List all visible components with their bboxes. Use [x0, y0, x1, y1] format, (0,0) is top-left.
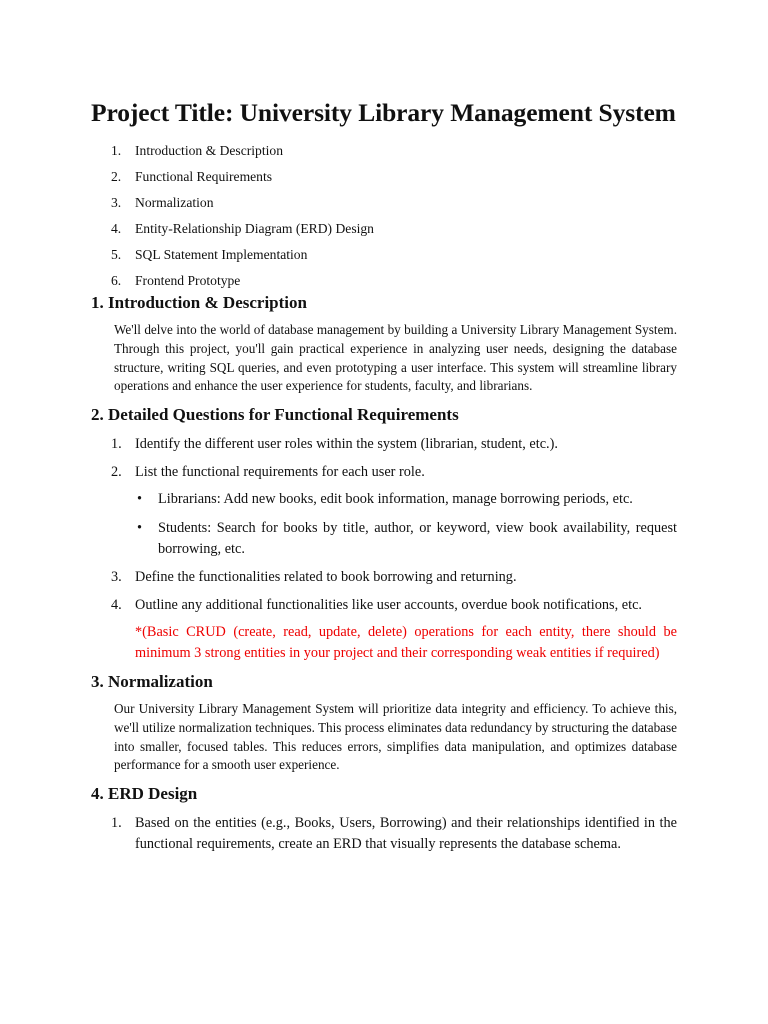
toc-item: [91, 273, 677, 293]
list-item: [91, 434, 677, 455]
normalization-paragraph: Our University Library Management System will prioritize data integrity and efficiency. To achieve this, we'll utilize normalization techniques. This process eliminates data redundancy by structuring the database into smaller, focused tables. This reduces errors, simplifies data manipulation, and optimizes database performance for a smooth user experience.: [114, 700, 677, 773]
toc-number: 4.: [111, 220, 122, 236]
list-text: Define the functionalities related to book borrowing and returning.: [135, 568, 517, 585]
table-of-contents: [91, 143, 677, 293]
erd-list: [91, 813, 677, 855]
toc-text: Normalization: [135, 194, 214, 210]
introduction-paragraph: We'll delve into the world of database management by building a University Library Management System. Through this project, you'll gain practical experience in analyzing user needs, designing the database structure, writing SQL queries, and even prototyping a user interface. This system will streamline library operations and enhance the user experience for students, faculty, and librarians.: [114, 321, 677, 394]
list-text: Identify the different user roles within the system (librarian, student, etc.).: [135, 435, 558, 452]
section-heading-introduction: 1. Introduction & Description: [91, 292, 307, 312]
toc-text: Introduction & Description: [135, 142, 283, 158]
document-title: Project Title: University Library Management System: [91, 98, 676, 127]
toc-number: 2.: [111, 168, 122, 184]
list-item: [91, 595, 677, 616]
toc-item: [91, 169, 677, 195]
section-heading-functional-requirements: 2. Detailed Questions for Functional Requirements: [91, 405, 459, 425]
bullet-item: [135, 518, 677, 560]
section-heading-normalization: 3. Normalization: [91, 671, 213, 691]
list-number: 3.: [111, 568, 122, 585]
list-text: List the functional requirements for each user role.: [135, 463, 425, 480]
toc-number: 3.: [111, 194, 122, 210]
toc-item: [91, 143, 677, 169]
list-text: Based on the entities (e.g., Books, Users, Borrowing) and their relationships identified in the functional requirements, create an ERD that visually represents the database schema.: [135, 814, 677, 852]
bullet-item: [135, 489, 677, 510]
toc-item: [91, 221, 677, 247]
bullet-marker: •: [137, 490, 143, 507]
bullet-text: Librarians: Add new books, edit book information, manage borrowing periods, etc.: [158, 490, 633, 507]
bullet-text: Students: Search for books by title, author, or keyword, view book availability, request borrowing, etc.: [158, 519, 677, 557]
functional-questions-list: [91, 434, 677, 616]
list-item: [91, 462, 677, 560]
list-text: Outline any additional functionalities like user accounts, overdue book notifications, etc.: [135, 596, 643, 613]
list-number: 1.: [111, 814, 122, 831]
toc-item: [91, 247, 677, 273]
list-number: 4.: [111, 596, 122, 613]
crud-requirement-note: *(Basic CRUD (create, read, update, delete) operations for each entity, there should be minimum 3 strong entities in your project and their corresponding weak entities if required): [135, 623, 677, 661]
list-number: 1.: [111, 435, 122, 452]
list-number: 2.: [111, 463, 122, 480]
list-item: [91, 813, 677, 855]
toc-text: Functional Requirements: [135, 168, 273, 184]
toc-number: 6.: [111, 272, 122, 288]
list-item: [91, 567, 677, 588]
toc-number: 1.: [111, 142, 122, 158]
toc-text: SQL Statement Implementation: [135, 246, 308, 262]
bullet-marker: •: [137, 519, 143, 536]
toc-text: Frontend Prototype: [135, 272, 241, 288]
role-bullet-list: [135, 489, 677, 560]
toc-item: [91, 195, 677, 221]
section-heading-erd-design: 4. ERD Design: [91, 784, 198, 804]
toc-text: Entity-Relationship Diagram (ERD) Design: [135, 220, 374, 236]
toc-number: 5.: [111, 246, 122, 262]
